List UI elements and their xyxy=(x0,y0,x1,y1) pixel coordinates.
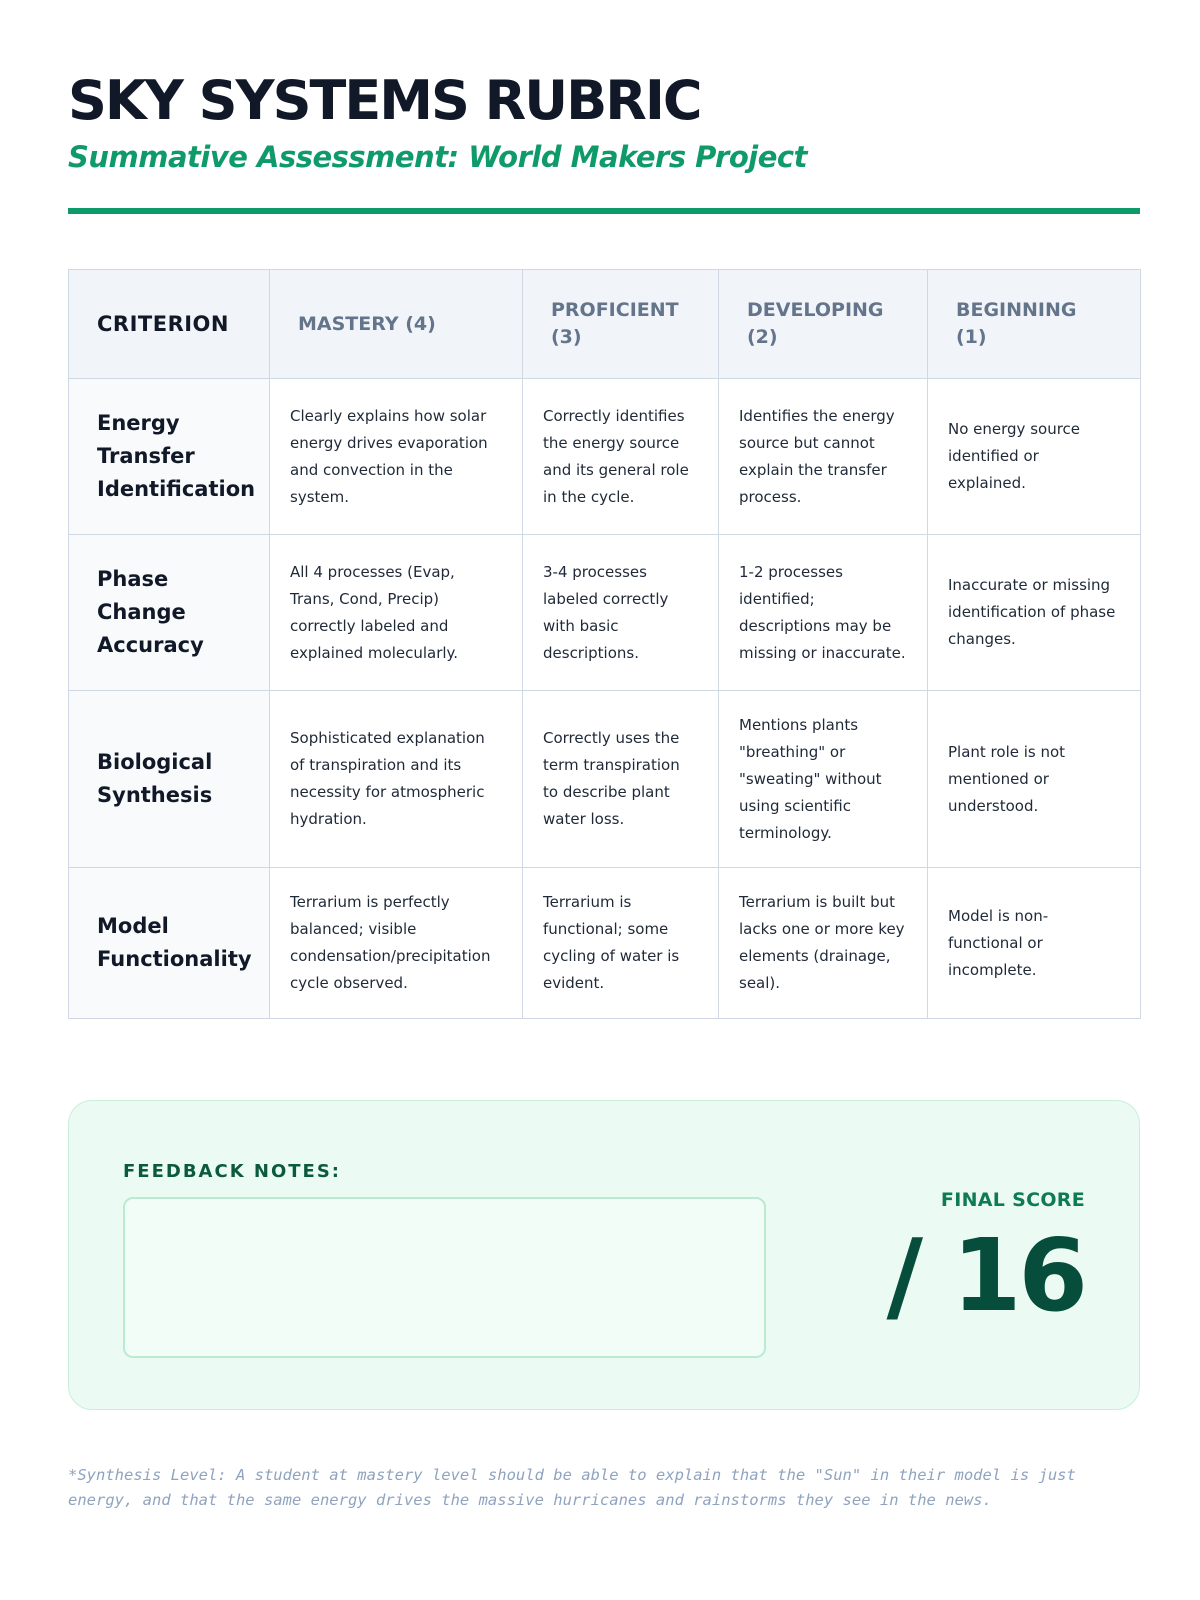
criterion-cell: Model Functionality xyxy=(69,868,270,1019)
rubric-table xyxy=(68,269,1141,1019)
mastery-cell: All 4 processes (Evap, Trans, Cond, Precip) correctly labeled and explained molecularly. xyxy=(270,535,523,691)
page-title: SKY SYSTEMS RUBRIC xyxy=(68,69,701,132)
proficient-cell: Terrarium is functional; some cycling of water is evident. xyxy=(523,868,719,1019)
table-row xyxy=(69,379,1141,535)
criterion-cell: Energy Transfer Identification xyxy=(69,379,270,535)
final-score-label: FINAL SCORE xyxy=(940,1189,1085,1211)
header-divider xyxy=(68,208,1140,214)
synthesis-footnote: *Synthesis Level: A student at mastery level should be able to explain that the "Sun" in their model is just energy, and that the same energy drives the massive hurricanes and rainstorms they see in the news. xyxy=(68,1466,1076,1509)
table-row xyxy=(69,868,1141,1019)
proficient-cell: Correctly uses the term transpiration to describe plant water loss. xyxy=(523,691,719,868)
beginning-cell: No energy source identified or explained. xyxy=(928,379,1141,535)
rubric-page xyxy=(68,0,1140,1600)
feedback-panel xyxy=(68,1100,1140,1410)
final-score-block xyxy=(765,1187,1085,1334)
page-header xyxy=(68,70,1140,176)
feedback-label: FEEDBACK NOTES: xyxy=(123,1161,342,1182)
developing-cell: 1-2 processes identified; descriptions may be missing or inaccurate. xyxy=(719,535,928,691)
mastery-cell: Sophisticated explanation of transpiration and its necessity for atmospheric hydration. xyxy=(270,691,523,868)
developing-cell: Terrarium is built but lacks one or more key elements (drainage, seal). xyxy=(719,868,928,1019)
proficient-cell: 3-4 processes labeled correctly with basic descriptions. xyxy=(523,535,719,691)
column-header-beginning: BEGINNING (1) xyxy=(928,270,1141,379)
proficient-cell: Correctly identifies the energy source and its general role in the cycle. xyxy=(523,379,719,535)
column-header-proficient: PROFICIENT (3) xyxy=(523,270,719,379)
mastery-cell: Clearly explains how solar energy drives evaporation and convection in the system. xyxy=(270,379,523,535)
rubric-header-row xyxy=(69,270,1141,379)
page-subtitle: Summative Assessment: World Makers Project xyxy=(68,140,807,174)
beginning-cell: Inaccurate or missing identification of phase changes. xyxy=(928,535,1141,691)
column-header-criterion: CRITERION xyxy=(69,270,270,379)
table-row xyxy=(69,691,1141,868)
developing-cell: Mentions plants "breathing" or "sweating" without using scientific terminology. xyxy=(719,691,928,868)
final-score-value: / 16 xyxy=(886,1217,1085,1334)
criterion-cell: Phase Change Accuracy xyxy=(69,535,270,691)
beginning-cell: Model is non-functional or incomplete. xyxy=(928,868,1141,1019)
column-header-developing: DEVELOPING (2) xyxy=(719,270,928,379)
criterion-cell: Biological Synthesis xyxy=(69,691,270,868)
column-header-mastery: MASTERY (4) xyxy=(270,270,523,379)
feedback-notes-input[interactable] xyxy=(123,1197,766,1358)
beginning-cell: Plant role is not mentioned or understood. xyxy=(928,691,1141,868)
mastery-cell: Terrarium is perfectly balanced; visible condensation/precipitation cycle observed. xyxy=(270,868,523,1019)
table-row xyxy=(69,535,1141,691)
developing-cell: Identifies the energy source but cannot explain the transfer process. xyxy=(719,379,928,535)
